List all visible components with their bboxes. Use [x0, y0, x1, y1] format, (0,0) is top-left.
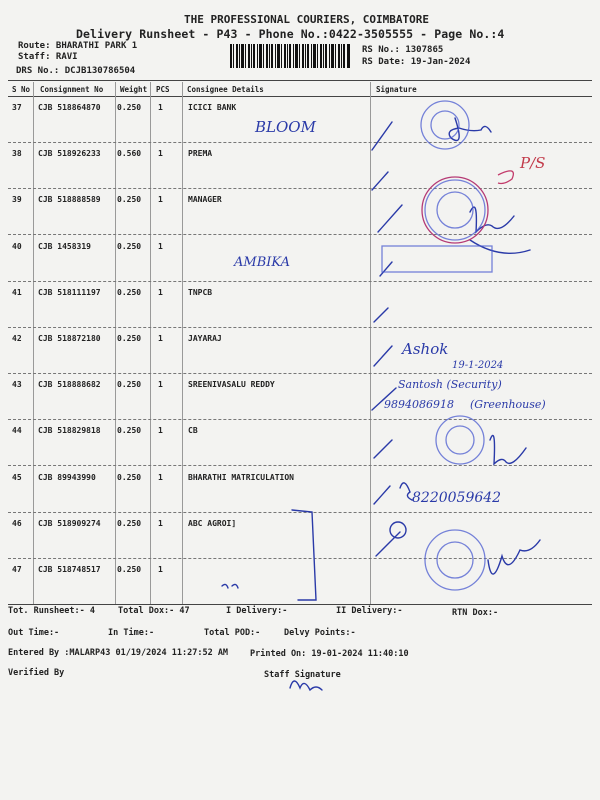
cell-weight: 0.250	[117, 518, 142, 528]
cell-weight: 0.250	[117, 103, 142, 112]
rtn-dox: RTN Dox:-	[452, 608, 499, 618]
table-row	[8, 236, 592, 282]
cell-consignment: CJB 518829818	[38, 426, 101, 436]
tot-runsheet: Tot. Runsheet:- 4	[8, 606, 95, 616]
handwriting-ashok: Ashok	[402, 340, 449, 358]
cell-consignee: ABC AGROI]	[188, 518, 237, 528]
cell-sno: 41	[12, 287, 22, 297]
cell-pcs: 1	[158, 426, 163, 436]
in-time: In Time:-	[108, 628, 155, 638]
cell-consignment: CJB 89943990	[38, 472, 96, 482]
cell-sno: 38	[12, 149, 22, 159]
handwriting-phone-45: 8220059642	[412, 490, 502, 506]
table-row	[8, 282, 592, 328]
cell-weight: 0.250	[117, 241, 142, 251]
handwriting-note-43: (Greenhouse)	[470, 398, 546, 411]
col-consignment: Consignment No	[40, 85, 104, 94]
cell-consignee: JAYARAJ	[188, 334, 222, 343]
cell-consignee: TNPCB	[188, 287, 213, 297]
cell-pcs: 1	[158, 380, 163, 390]
cell-consignment: CJB 518909274	[38, 518, 101, 528]
handwriting-date: 19-1-2024	[452, 360, 504, 371]
cell-sno: 44	[12, 426, 22, 436]
cell-pcs: 1	[158, 149, 163, 159]
staff-label: Staff: RAVI	[18, 52, 78, 62]
table-top-rule	[8, 80, 592, 81]
cell-consignee: ICICI BANK	[188, 103, 237, 112]
cell-consignee: PREMA	[188, 149, 213, 159]
cell-weight: 0.560	[117, 149, 142, 159]
ii-delivery: II Delivery:-	[336, 606, 403, 616]
cell-consignment: CJB 1458319	[38, 241, 91, 251]
col-weight: Weight	[120, 85, 148, 94]
cell-sno: 42	[12, 334, 22, 343]
cell-pcs: 1	[158, 334, 163, 343]
verified-by: Verified By	[8, 668, 65, 678]
cell-weight: 0.250	[117, 565, 142, 574]
cell-weight: 0.250	[117, 472, 142, 482]
cell-consignment: CJB 518748517	[38, 565, 101, 574]
rs-date: RS Date: 19-Jan-2024	[362, 57, 471, 67]
printed-on: Printed On: 19-01-2024 11:40:10	[250, 649, 409, 659]
handwriting-bloom: BLOOM	[255, 118, 316, 136]
company-name: THE PROFESSIONAL COURIERS, COIMBATORE	[184, 13, 430, 26]
cell-sno: 43	[12, 380, 22, 390]
out-time: Out Time:-	[8, 628, 60, 638]
cell-weight: 0.250	[117, 380, 142, 390]
cell-sno: 47	[12, 565, 22, 574]
cell-sno: 39	[12, 195, 22, 205]
table-row	[8, 328, 592, 374]
cell-sno: 37	[12, 103, 22, 112]
handwriting-phone-43: 9894086918	[384, 398, 454, 411]
table-row	[8, 189, 592, 235]
cell-consignee: SREENIVASALU REDDY	[188, 380, 275, 390]
cell-consignee: BHARATHI MATRICULATION	[188, 472, 294, 482]
col-sno: S No	[12, 85, 31, 94]
cell-consignment: CJB 518888589	[38, 195, 101, 205]
cell-pcs: 1	[158, 241, 163, 251]
cell-pcs: 1	[158, 518, 163, 528]
runsheet-title: Delivery Runsheet - P43 - Phone No.:0422-3505555 - Page No.:4	[76, 27, 505, 41]
cell-consignee: CB	[188, 426, 198, 436]
cell-sno: 46	[12, 518, 22, 528]
cell-pcs: 1	[158, 565, 163, 574]
staff-signature-label: Staff Signature	[264, 670, 341, 680]
total-pod: Total POD:-	[204, 628, 261, 638]
cell-consignee: MANAGER	[188, 195, 222, 205]
cell-consignment: CJB 518864870	[38, 103, 101, 112]
table-row	[8, 467, 592, 513]
cell-weight: 0.250	[117, 334, 142, 343]
cell-weight: 0.250	[117, 426, 142, 436]
cell-consignment: CJB 518926233	[38, 149, 101, 159]
cell-consignment: CJB 518888682	[38, 380, 101, 390]
cell-consignment: CJB 518111197	[38, 287, 101, 297]
table-row	[8, 143, 592, 189]
cell-weight: 0.250	[117, 195, 142, 205]
route-label: Route: BHARATHI PARK 1	[18, 41, 138, 51]
table-row	[8, 420, 592, 466]
col-pcs: PCS	[156, 85, 170, 94]
cell-pcs: 1	[158, 287, 163, 297]
table-row	[8, 559, 592, 605]
table-bottom-rule	[8, 604, 592, 605]
cell-consignment: CJB 518872180	[38, 334, 101, 343]
col-consignee: Consignee Details	[187, 85, 264, 94]
total-dox: Total Dox:- 47	[118, 606, 190, 616]
cell-pcs: 1	[158, 472, 163, 482]
cell-sno: 45	[12, 472, 22, 482]
handwriting-name-43: Santosh (Security)	[398, 378, 502, 391]
col-signature: Signature	[376, 85, 417, 94]
barcode-image	[230, 44, 350, 68]
drs-number: DRS No.: DCJB130786504	[16, 66, 136, 76]
rs-number: RS No.: 1307865	[362, 45, 444, 55]
table-row	[8, 513, 592, 559]
staff-signature-scribble	[290, 681, 322, 690]
cell-weight: 0.250	[117, 287, 142, 297]
cell-pcs: 1	[158, 103, 163, 112]
cell-sno: 40	[12, 241, 22, 251]
handwriting-ps: P/S	[520, 154, 546, 172]
cell-pcs: 1	[158, 195, 163, 205]
delvy-points: Delvy Points:-	[284, 628, 356, 638]
i-delivery: I Delivery:-	[226, 606, 288, 616]
handwriting-ambika: AMBIKA	[234, 255, 290, 270]
entered-by: Entered By :MALARP43 01/19/2024 11:27:52 AM	[8, 648, 229, 658]
